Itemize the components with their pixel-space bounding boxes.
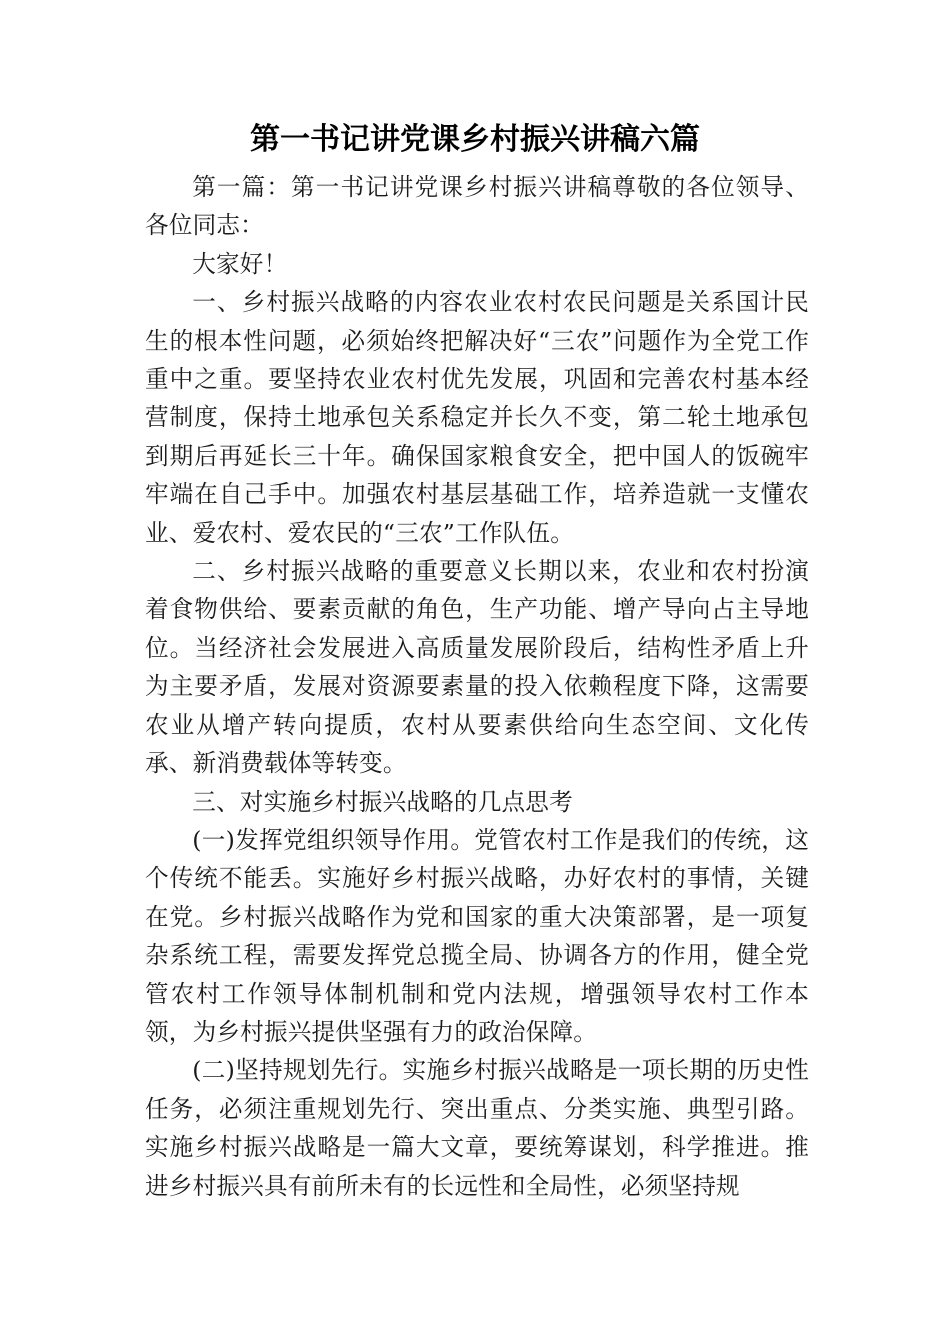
document-body (145, 168, 809, 1205)
paragraph-hello: 大家好！ (192, 249, 288, 278)
paragraph-greeting-salutation: 第一篇：第一书记讲党课乡村振兴讲稿尊敬的各位领导、各位同志： (145, 173, 809, 240)
paragraph-point-one: (一)发挥党组织领导作用。党管农村工作是我们的传统，这个传统不能丢。实施好乡村振兴战略，办好农村的事情，关键在党。乡村振兴战略作为党和国家的重大决策部署，是一项复杂系统工程，需要发挥党总揽全局、协调各方的作用，健全党管农村工作领导体制机制和党内法规，增强领导农村工作本领，为乡村振兴提供坚强有力的政治保障。 (145, 825, 809, 1046)
paragraph-point-two: (二)坚持规划先行。实施乡村振兴战略是一项长期的历史性任务，必须注重规划先行、突出重点、分类实施、典型引路。实施乡村振兴战略是一篇大文章，要统筹谋划，科学推进。推进乡村振兴具有前所未有的长远性和全局性，必须坚持规 (145, 1056, 809, 1200)
paragraph-section-two: 二、乡村振兴战略的重要意义长期以来，农业和农村扮演着食物供给、要素贡献的角色，生产功能、增产导向占主导地位。当经济社会发展进入高质量发展阶段后，结构性矛盾上升为主要矛盾，发展对资源要素量的投入依赖程度下降，这需要农业从增产转向提质，农村从要素供给向生态空间、文化传承、新消费载体等转变。 (145, 557, 809, 778)
paragraph-section-three-heading: 三、对实施乡村振兴战略的几点思考 (192, 787, 573, 816)
paragraph-section-one: 一、乡村振兴战略的内容农业农村农民问题是关系国计民生的根本性问题，必须始终把解决好“三农”问题作为全党工作重中之重。要坚持农业农村优先发展，巩固和完善农村基本经营制度，保持土地承包关系稳定并长久不变，第二轮土地承包到期后再延长三十年。确保国家粮食安全，把中国人的饭碗牢牢端在自己手中。加强农村基层基础工作，培养造就一支懂农业、爱农村、爱农民的“三农”工作队伍。 (145, 288, 809, 547)
document-title: 第一书记讲党课乡村振兴讲稿六篇 (250, 122, 700, 157)
